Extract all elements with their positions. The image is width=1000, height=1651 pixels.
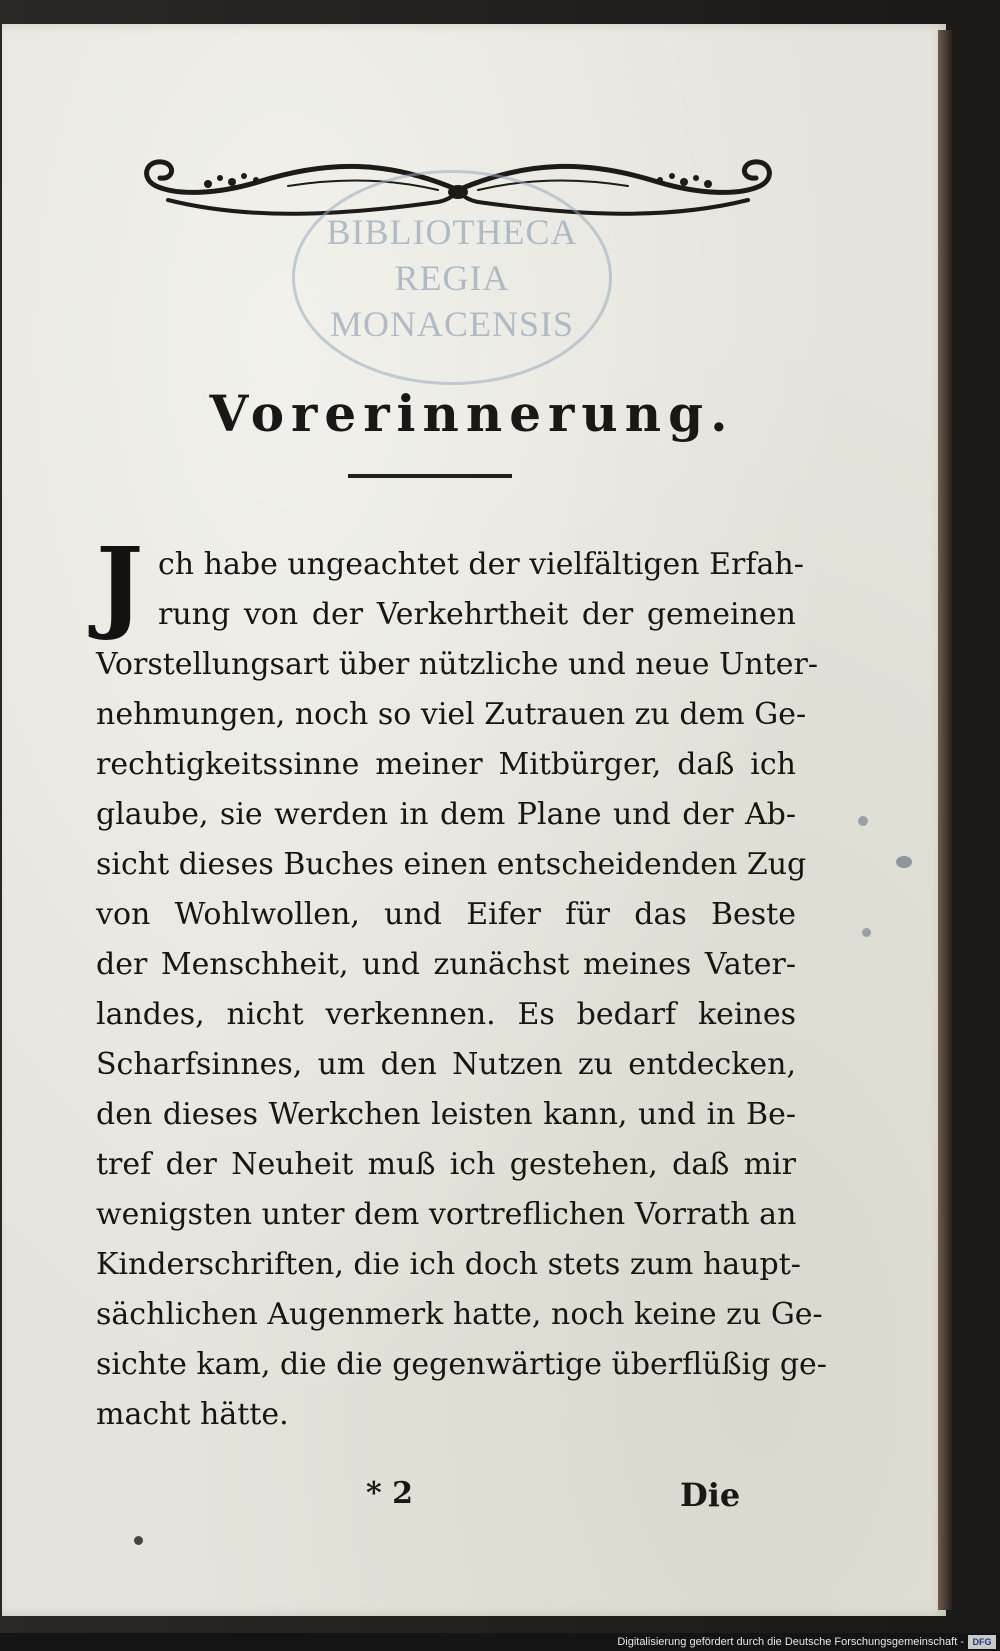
text-line: von Wohlwollen, und Eifer für das Beste	[96, 897, 796, 932]
text-line: Vorstellungsart über nützliche und neue Unter-	[96, 647, 818, 682]
text-line: sichte kam, die die gegenwärtige überflüßig ge-	[96, 1347, 827, 1382]
signature-mark: * 2	[366, 1476, 414, 1511]
text-line: Scharfsinnes, um den Nutzen zu entdecken,	[96, 1047, 796, 1082]
credit-text: Digitalisierung gefördert durch die Deutsche Forschungsgemeinschaft -	[617, 1636, 964, 1648]
catchword: Die	[680, 1476, 741, 1514]
text-line: wenigsten unter dem vortreflichen Vorrath an	[96, 1197, 797, 1232]
library-stamp	[292, 170, 612, 385]
text-line: Kinderschriften, die ich doch stets zum haupt-	[96, 1247, 801, 1282]
paper-spot	[134, 1536, 143, 1545]
paper-spot	[858, 816, 868, 826]
text-line: landes, nicht verkennen. Es bedarf keines	[96, 997, 796, 1032]
dfg-logo: DFG	[968, 1635, 996, 1649]
paper-spot	[862, 928, 871, 937]
stamp-line-2: REGIA	[394, 258, 510, 298]
text-line: ch habe ungeachtet der vielfältigen Erfah-	[158, 547, 804, 582]
text-line: den dieses Werkchen leisten kann, und in Be-	[96, 1097, 796, 1132]
drop-capital: J	[96, 525, 144, 643]
heading-rule	[348, 474, 512, 478]
text-line: der Menschheit, und zunächst meines Vater-	[96, 947, 796, 982]
body-paragraph	[96, 540, 827, 1440]
page-fore-edge	[938, 30, 952, 1610]
stamp-line-3: MONACENSIS	[329, 304, 575, 344]
text-line: sicht dieses Buches einen entscheidenden Zug	[96, 847, 807, 882]
text-line: rechtigkeitssinne meiner Mitbürger, daß ich	[96, 747, 796, 782]
text-line: sächlichen Augenmerk hatte, noch keine zu Ge-	[96, 1297, 823, 1332]
page-heading: Vorerinnerung.	[209, 384, 735, 443]
text-line: macht hätte.	[96, 1397, 289, 1432]
stamp-line-1: BIBLIOTHECA	[326, 212, 578, 252]
text-line: nehmungen, noch so viel Zutrauen zu dem Ge-	[96, 697, 807, 732]
paper-spot	[896, 856, 912, 868]
text-line: glaube, sie werden in dem Plane und der Ab-	[96, 797, 796, 832]
text-line: rung von der Verkehrtheit der gemeinen	[158, 597, 796, 632]
text-line: tref der Neuheit muß ich gestehen, daß mir	[96, 1147, 796, 1182]
